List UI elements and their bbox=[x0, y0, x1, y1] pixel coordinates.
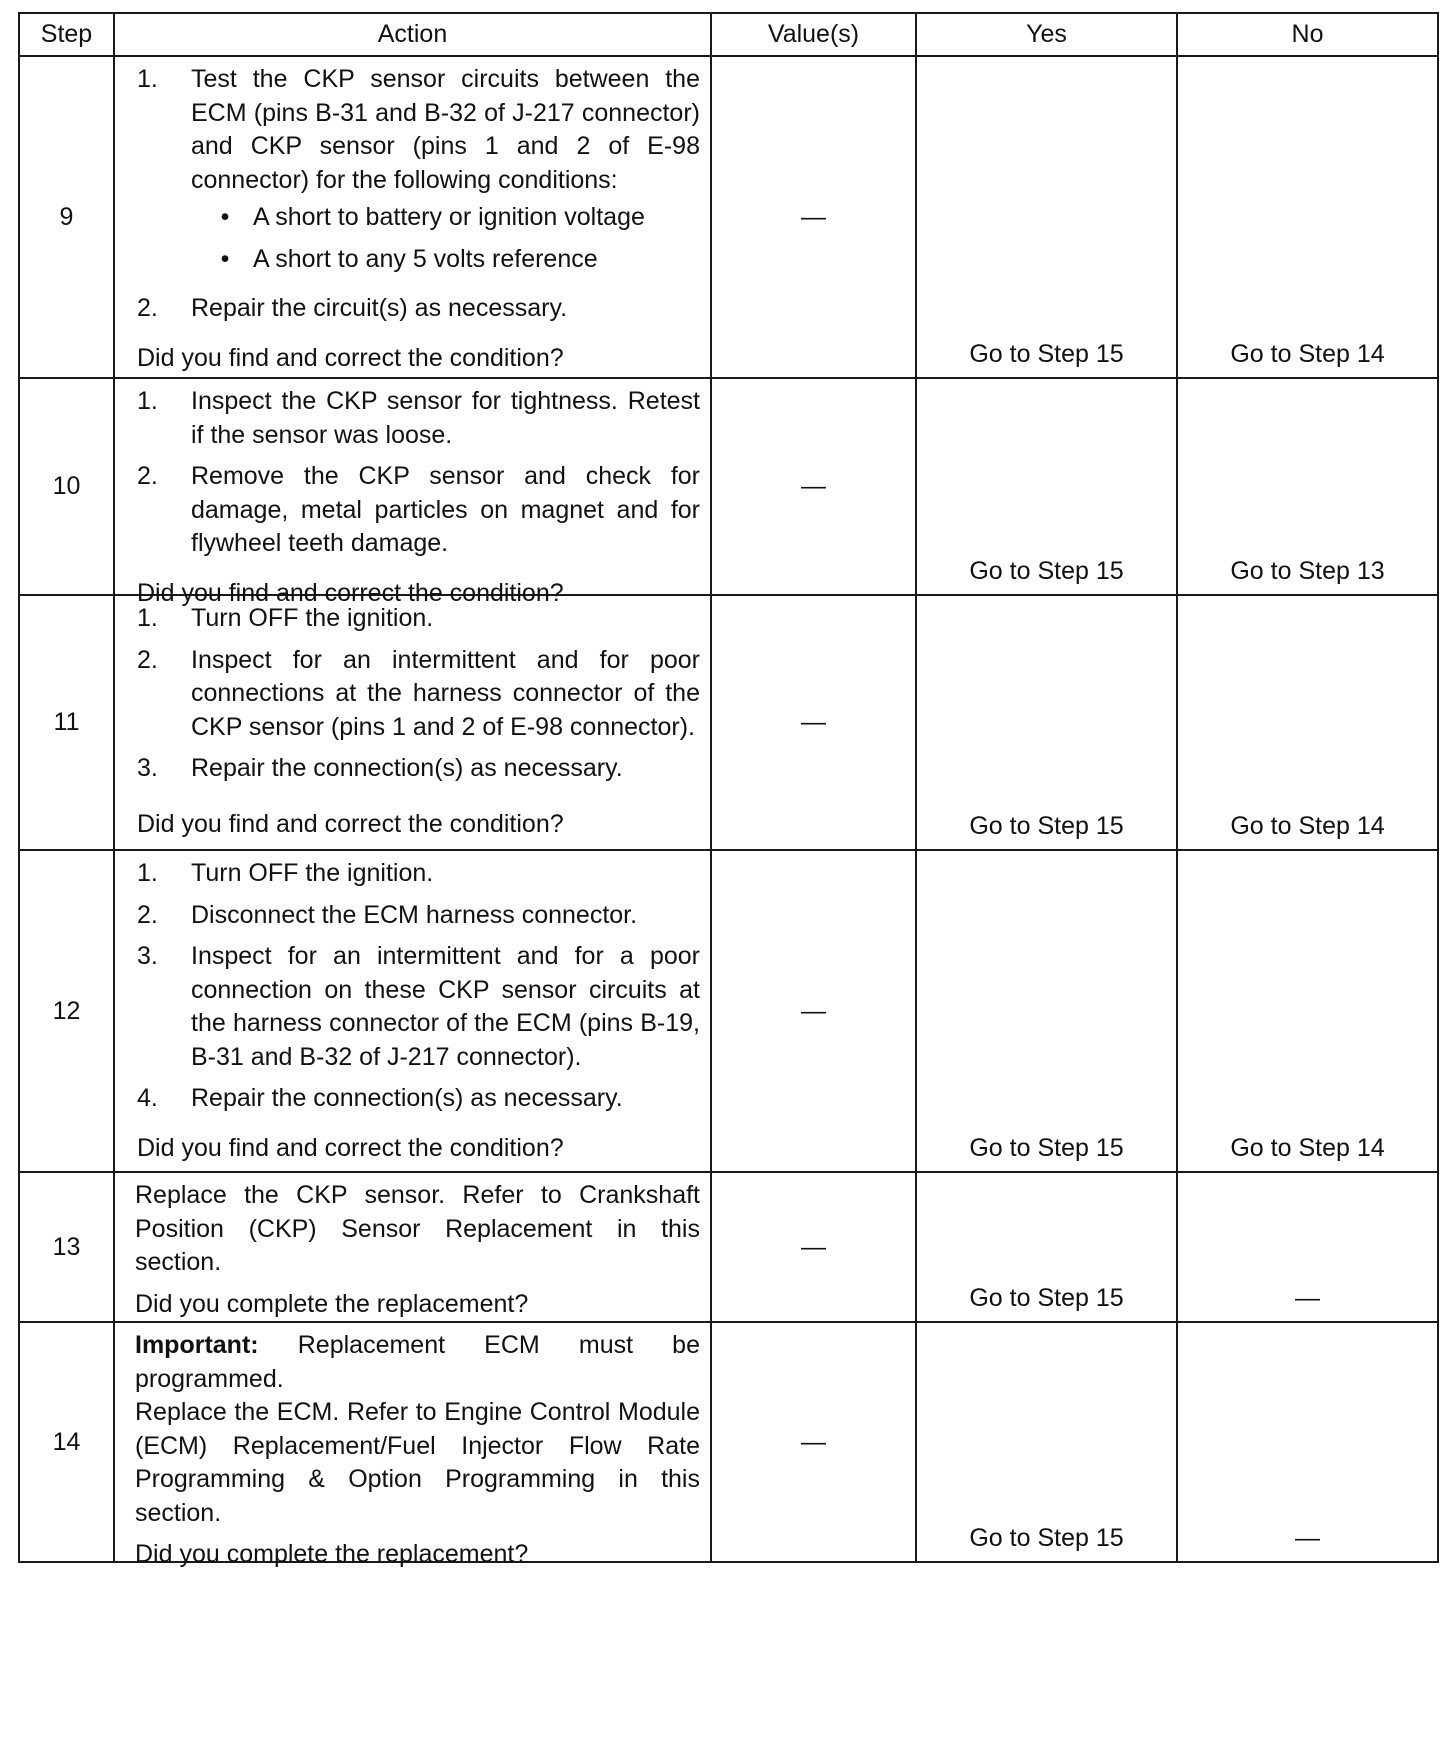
header-no: No bbox=[1177, 13, 1438, 56]
step-number: 10 bbox=[19, 378, 114, 595]
header-yes: Yes bbox=[916, 13, 1177, 56]
list-item bbox=[137, 63, 700, 284]
step-number: 14 bbox=[19, 1322, 114, 1562]
step-number: 13 bbox=[19, 1172, 114, 1322]
dash-value: — bbox=[801, 1232, 826, 1261]
step-text: Turn OFF the ignition. bbox=[191, 859, 434, 887]
action-steps bbox=[137, 602, 700, 794]
list-item bbox=[137, 644, 700, 745]
step-index: 2. bbox=[137, 294, 158, 322]
step-number: 12 bbox=[19, 850, 114, 1172]
no-cell: Go to Step 14 bbox=[1177, 850, 1438, 1172]
table-row-step-12 bbox=[19, 850, 1438, 1172]
step-number: 9 bbox=[19, 56, 114, 378]
step-text: Inspect the CKP sensor for tightness. Retest if the sensor was loose. bbox=[191, 387, 700, 449]
dash-value: — bbox=[801, 996, 826, 1025]
action-cell bbox=[114, 595, 711, 850]
no-cell: — bbox=[1177, 1172, 1438, 1322]
action-cell bbox=[114, 378, 711, 607]
list-item bbox=[137, 385, 700, 452]
action-paragraph: Replace the CKP sensor. Refer to Crankshaft Position (CKP) Sensor Replacement in this section. bbox=[135, 1181, 700, 1276]
step-number: 11 bbox=[19, 595, 114, 850]
question-text: Did you find and correct the condition? bbox=[137, 343, 564, 372]
important-note bbox=[135, 1329, 700, 1396]
bullet-icon: • bbox=[220, 203, 230, 231]
dash-value: — bbox=[801, 472, 826, 500]
action-paragraph: Replace the ECM. Refer to Engine Control Module (ECM) Replacement/Fuel Injector Flow Rate Programming & Option Programming in this section. bbox=[135, 1398, 700, 1527]
step-text: Disconnect the ECM harness connector. bbox=[191, 900, 638, 929]
step-text: Repair the circuit(s) as necessary. bbox=[191, 294, 568, 322]
dash-value: — bbox=[801, 1427, 826, 1456]
value-cell bbox=[711, 1172, 916, 1322]
action-cell bbox=[114, 850, 711, 1172]
step-index: 3. bbox=[137, 754, 158, 782]
yes-cell: Go to Step 15 bbox=[916, 1172, 1177, 1322]
action-cell bbox=[114, 56, 711, 378]
step-text: Test the CKP sensor circuits between the ECM (pins B-31 and B-32 of J-217 connector) and CKP sensor (pins 1 and 2 of E-98 connector) for the following conditions: bbox=[191, 65, 700, 194]
yes-cell: Go to Step 15 bbox=[916, 1322, 1177, 1562]
table-row-step-9 bbox=[19, 56, 1438, 378]
list-item bbox=[137, 857, 700, 891]
table-row-step-14 bbox=[19, 1322, 1438, 1562]
action-steps bbox=[137, 857, 700, 1124]
no-cell: Go to Step 13 bbox=[1177, 378, 1438, 595]
question-text: Did you find and correct the condition? bbox=[137, 1133, 564, 1162]
important-label: Important: bbox=[135, 1331, 259, 1359]
header-step: Step bbox=[19, 13, 114, 56]
step-index: 2. bbox=[137, 645, 158, 674]
step-text: Repair the connection(s) as necessary. bbox=[191, 754, 623, 782]
yes-cell: Go to Step 15 bbox=[916, 850, 1177, 1172]
action-steps bbox=[137, 385, 700, 569]
list-item bbox=[137, 752, 700, 786]
list-item bbox=[137, 602, 700, 636]
header-action: Action bbox=[114, 13, 711, 56]
step-text: Turn OFF the ignition. bbox=[191, 604, 434, 632]
list-item bbox=[191, 201, 700, 235]
no-cell: Go to Step 14 bbox=[1177, 56, 1438, 378]
value-cell bbox=[711, 1322, 916, 1562]
value-cell bbox=[711, 595, 916, 850]
list-item bbox=[137, 899, 700, 933]
action-steps bbox=[137, 63, 700, 334]
bullet-text: A short to battery or ignition voltage bbox=[253, 203, 645, 231]
action-cell bbox=[114, 1172, 711, 1322]
step-text: Repair the connection(s) as necessary. bbox=[191, 1084, 623, 1112]
no-cell: Go to Step 14 bbox=[1177, 595, 1438, 850]
list-item bbox=[137, 940, 700, 1074]
bullet-icon: • bbox=[220, 244, 230, 273]
table-row-step-10 bbox=[19, 378, 1438, 595]
condition-bullets bbox=[191, 201, 700, 276]
yes-cell: Go to Step 15 bbox=[916, 595, 1177, 850]
header-values: Value(s) bbox=[711, 13, 916, 56]
step-index: 1. bbox=[137, 65, 158, 93]
step-text: Inspect for an intermittent and for poor connections at the harness connector of the CKP sensor (pins 1 and 2 of E-98 connector). bbox=[191, 645, 700, 741]
step-index: 3. bbox=[137, 942, 158, 970]
action-cell bbox=[114, 1322, 711, 1568]
diagnostic-table bbox=[18, 12, 1439, 1568]
table-row-step-13 bbox=[19, 1172, 1438, 1322]
step-index: 1. bbox=[137, 387, 158, 415]
value-cell bbox=[711, 56, 916, 378]
no-cell: — bbox=[1177, 1322, 1438, 1562]
question-text: Did you find and correct the condition? bbox=[137, 578, 564, 607]
value-cell bbox=[711, 378, 916, 595]
yes-cell: Go to Step 15 bbox=[916, 378, 1177, 595]
bullet-text: A short to any 5 volts reference bbox=[253, 244, 598, 273]
value-cell bbox=[711, 850, 916, 1172]
yes-cell: Go to Step 15 bbox=[916, 56, 1177, 378]
question-text: Did you complete the replacement? bbox=[135, 1540, 529, 1568]
list-item bbox=[137, 460, 700, 561]
list-item bbox=[191, 243, 700, 277]
list-item bbox=[137, 1082, 700, 1116]
question-text: Did you find and correct the condition? bbox=[137, 809, 564, 838]
question-text: Did you complete the replacement? bbox=[135, 1289, 529, 1318]
table-row-step-11 bbox=[19, 595, 1438, 850]
step-text: Inspect for an intermittent and for a poor connection on these CKP sensor circuits at the harness connector of the ECM (pins B-19, B-31 and B-32 of J-217 connector). bbox=[191, 942, 700, 1071]
important-text: Replacement ECM must be programmed. bbox=[135, 1331, 700, 1393]
dash-value: — bbox=[801, 202, 826, 231]
step-index: 1. bbox=[137, 859, 158, 887]
step-index: 2. bbox=[137, 900, 158, 929]
step-index: 2. bbox=[137, 462, 158, 490]
header-row bbox=[19, 13, 1438, 56]
step-index: 1. bbox=[137, 604, 158, 632]
list-item bbox=[137, 292, 700, 326]
step-text: Remove the CKP sensor and check for damage, metal particles on magnet and for flywheel teeth damage. bbox=[191, 462, 700, 557]
step-index: 4. bbox=[137, 1084, 158, 1112]
dash-value: — bbox=[801, 708, 826, 736]
